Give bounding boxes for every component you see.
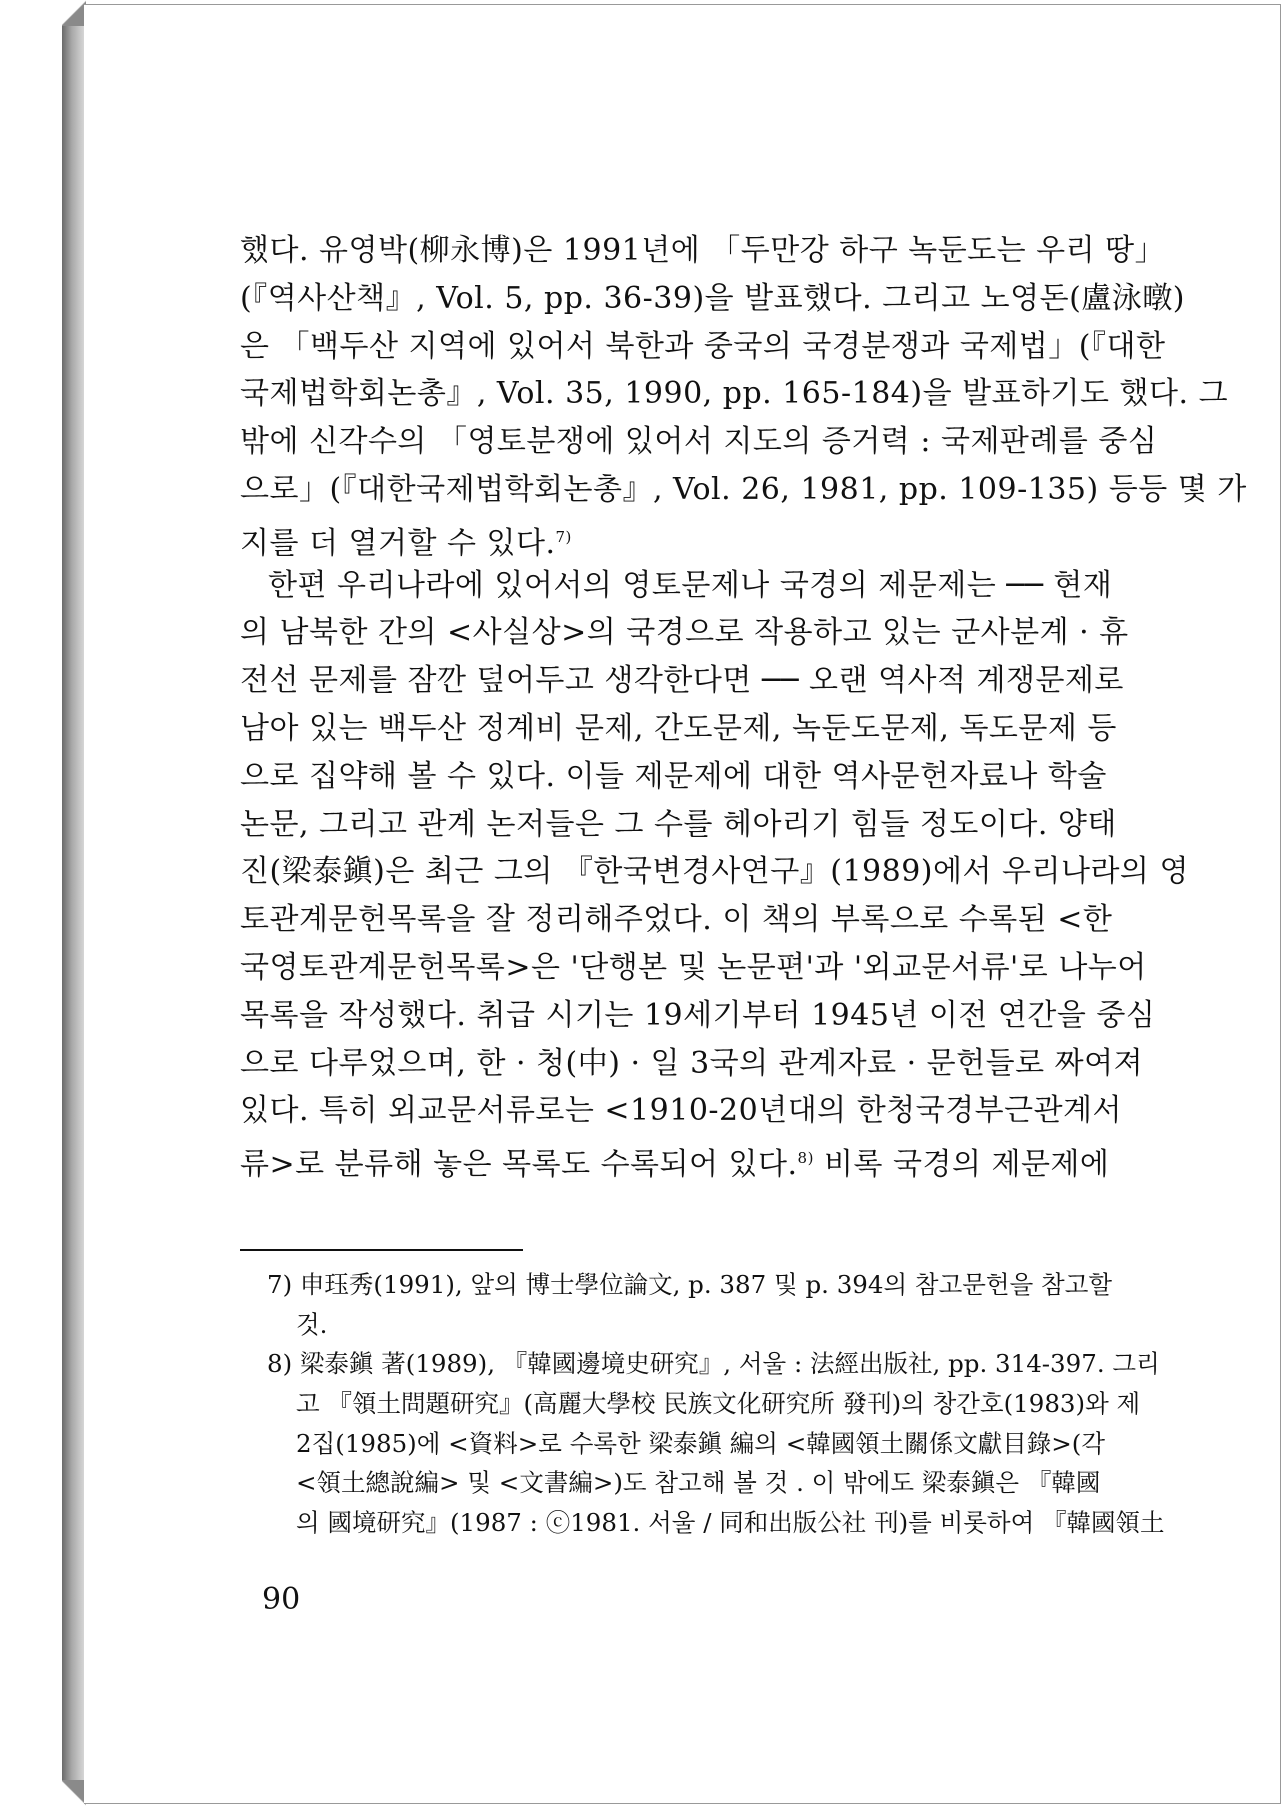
body-line: 전선 문제를 잠깐 덮어두고 생각한다면 ── 오랜 역사적 계쟁문제로 xyxy=(240,663,1124,699)
body-line xyxy=(240,514,1100,562)
body-text xyxy=(240,227,1247,1183)
footnote-line: 고 『領土問題研究』(高麗大學校 民族文化研究所 發刊)의 창간호(1983)와 제 xyxy=(296,1389,1141,1419)
body-line: 진(梁泰鎭)은 최근 그의 『한국변경사연구』(1989)에서 우리나라의 영 xyxy=(240,854,1189,890)
page-number: 90 xyxy=(262,1582,301,1617)
footnote-ref-8: 8) xyxy=(797,1149,814,1168)
body-line: 목록을 작성했다. 취급 시기는 19세기부터 1945년 이전 연간을 중심 xyxy=(240,997,1156,1033)
footnote-line: 의 國境研究』(1987 : ⓒ1981. 서울 / 同和出版公社 刊)를 비롯하여 『韓國領土 xyxy=(296,1508,1165,1538)
footnote-line: 7) 申珏秀(1991), 앞의 博士學位論文, p. 387 및 p. 394의 참고문헌을 참고할 xyxy=(267,1270,1113,1299)
body-line: 의 남북한 간의 <사실상>의 국경으로 작용하고 있는 군사분계 · 휴 xyxy=(240,615,1129,651)
footnotes xyxy=(267,1265,1165,1543)
body-line: 밖에 신각수의 「영토분쟁에 있어서 지도의 증거력 : 국제판례를 중심 xyxy=(240,424,1158,460)
footnote-separator xyxy=(240,1249,523,1251)
body-line-text: 지를 더 열거할 수 있다. xyxy=(240,525,556,561)
footnote-line: 것. xyxy=(296,1309,328,1339)
body-line: 토관계문헌목록을 잘 정리해주었다. 이 책의 부록으로 수록된 <한 xyxy=(240,902,1113,938)
body-line: 은 「백두산 지역에 있어서 북한과 중국의 국경분쟁과 국제법」(『대한 xyxy=(240,328,1166,364)
body-line: 으로 다루었으며, 한 · 청(中) · 일 3국의 관계자료 · 문헌들로 짜여져 xyxy=(240,1045,1144,1081)
page-edge-corner-top xyxy=(62,0,86,26)
book-page-edge xyxy=(62,0,84,1806)
body-line: (『역사산책』, Vol. 5, pp. 36-39)을 발표했다. 그리고 노영돈(盧泳暾) xyxy=(240,280,1185,316)
body-line: 남아 있는 백두산 정계비 문제, 간도문제, 녹둔도문제, 독도문제 등 xyxy=(240,710,1117,746)
body-line: 국영토관계문헌목록>은 '단행본 및 논문편'과 '외교문서류'로 나누어 xyxy=(240,949,1147,985)
body-line: 있다. 특히 외교문서류로는 <1910-20년대의 한청국경부근관계서 xyxy=(240,1093,1123,1129)
body-line: 으로 집약해 볼 수 있다. 이들 제문제에 대한 역사문헌자료나 학술 xyxy=(240,758,1107,794)
body-line: 했다. 유영박(柳永博)은 1991년에 「두만강 하구 녹둔도는 우리 땅」 xyxy=(240,233,1166,268)
body-line: 논문, 그리고 관계 논저들은 그 수를 헤아리기 힘들 정도이다. 양태 xyxy=(240,806,1117,842)
page-edge-corner-bottom xyxy=(62,1780,86,1806)
body-line xyxy=(240,1135,1110,1183)
body-line: 국제법학회논총』, Vol. 35, 1990, pp. 165-184)을 발표하기도 했다. 그 xyxy=(240,376,1229,412)
footnote-ref-7: 7) xyxy=(555,527,572,546)
footnote-line: 2집(1985)에 <資料>로 수록한 梁泰鎭 編의 <韓國領土關係文獻目錄>(각 xyxy=(296,1428,1105,1458)
body-line: 으로」(『대한국제법학회논총』, Vol. 26, 1981, pp. 109-135) 등등 몇 가 xyxy=(240,471,1247,507)
footnote-line: 8) 梁泰鎭 著(1989), 『韓國邊境史研究』, 서울 : 法經出版社, pp. 314-397. 그리 xyxy=(267,1349,1160,1379)
footnote-line: <領土總說編> 및 <文書編>)도 참고해 볼 것 . 이 밖에도 梁泰鎭은 『韓國 xyxy=(296,1468,1101,1498)
body-line-tail: 비록 국경의 제문제에 xyxy=(813,1147,1110,1183)
body-line: 한편 우리나라에 있어서의 영토문제나 국경의 제문제는 ── 현재 xyxy=(268,567,1113,603)
body-line-text: 류>로 분류해 놓은 목록도 수록되어 있다. xyxy=(240,1147,798,1183)
